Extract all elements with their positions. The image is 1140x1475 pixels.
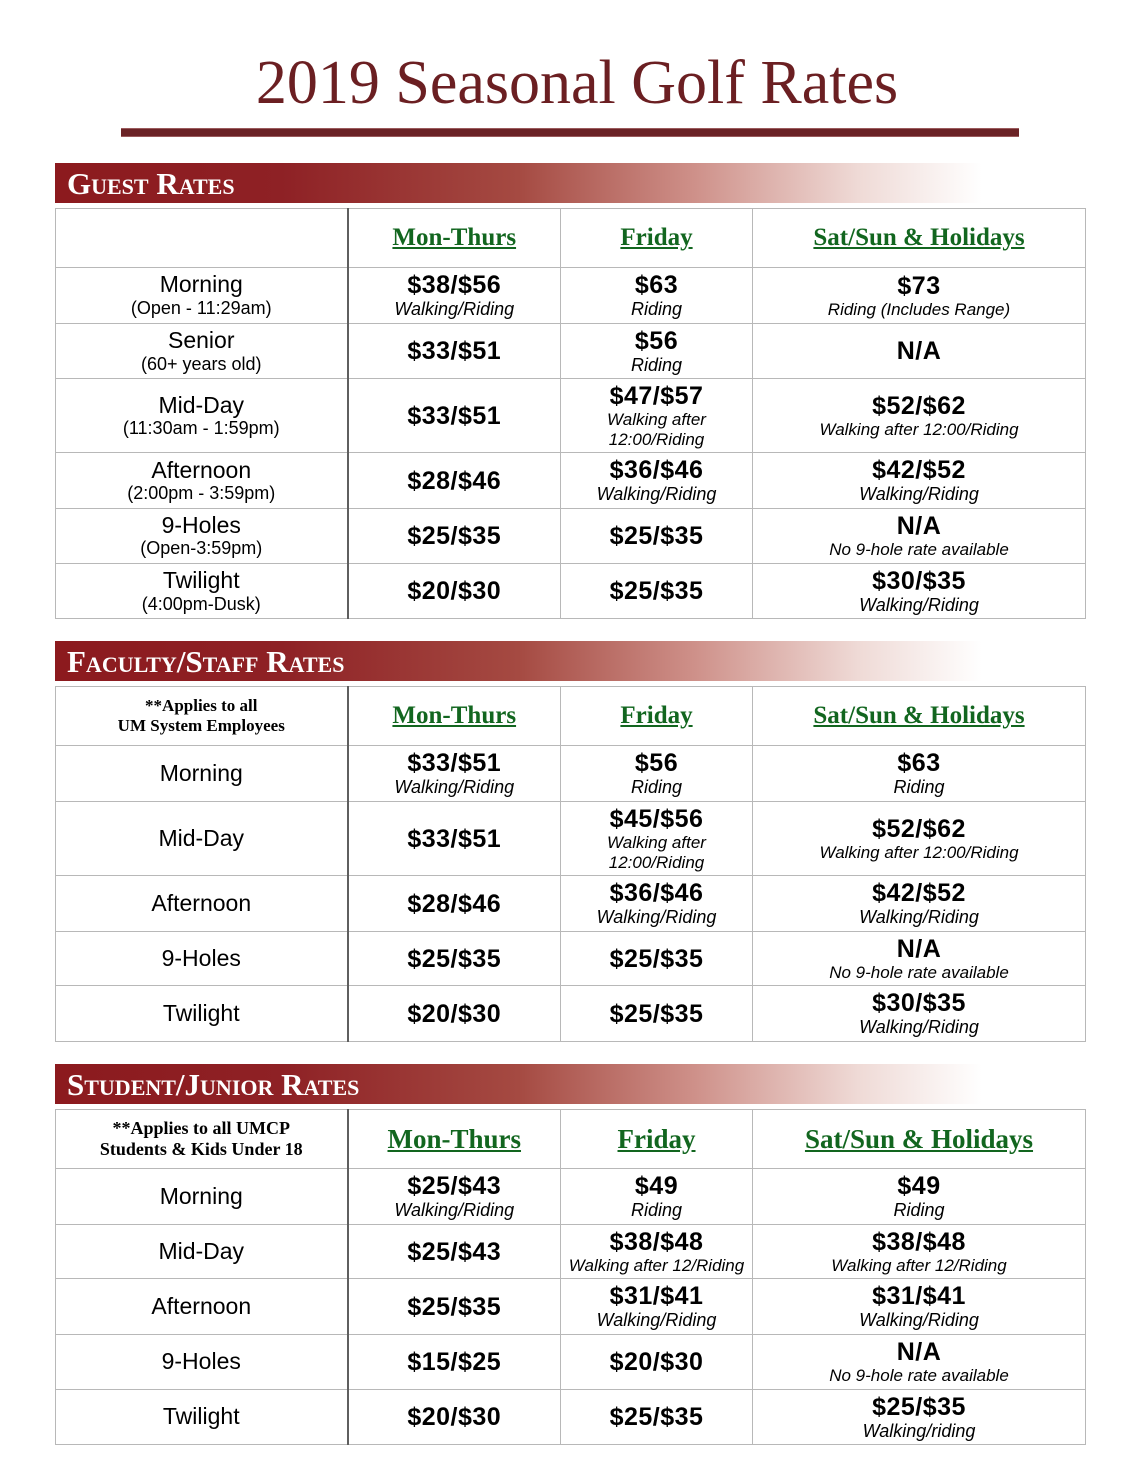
rate-cell-friday — [561, 986, 753, 1042]
rate-cell-mon-thurs — [348, 1279, 561, 1335]
rate-note: Riding — [630, 299, 683, 319]
row-label-cell — [56, 931, 348, 986]
rates-table-faculty — [55, 686, 1086, 1042]
row-label: 9-Holes — [161, 1347, 241, 1374]
rate-note: Walking after 12:00/Riding — [607, 833, 706, 872]
rate-price: $36/$46 — [609, 879, 704, 908]
column-header-mon-thurs-cell — [348, 209, 561, 268]
row-label-cell — [56, 802, 348, 876]
rate-cell-mon-thurs — [348, 563, 561, 619]
rate-price: $63 — [634, 271, 679, 299]
rate-note: Riding — [630, 777, 683, 798]
rate-cell-mon-thurs — [348, 323, 561, 379]
table-row — [56, 802, 1086, 876]
rate-note: Walking/Riding — [394, 299, 515, 319]
rate-price: $33/$51 — [407, 749, 502, 778]
rate-price: $56 — [634, 326, 679, 355]
row-label: Morning — [159, 759, 243, 786]
row-label: Senior — [168, 326, 235, 353]
rate-note: Walking/Riding — [859, 1017, 979, 1038]
row-label-cell — [56, 746, 348, 802]
table-row — [56, 931, 1086, 986]
rate-price: $52/$62 — [872, 392, 966, 421]
table-row — [56, 563, 1086, 619]
section-student — [55, 1064, 1085, 1445]
row-label-sub: (11:30am - 1:59pm) — [122, 418, 280, 439]
section-banner-faculty — [55, 641, 1085, 681]
column-header-sat-sun-cell — [753, 687, 1086, 746]
section-banner-student — [55, 1064, 1085, 1104]
row-label-sub: (Open - 11:29am) — [130, 297, 272, 318]
table-corner-cell — [56, 687, 348, 746]
rate-cell-friday — [561, 1335, 753, 1390]
rate-price: $47/$57 — [609, 382, 704, 411]
column-header-mon-thurs: Mon-Thurs — [392, 224, 517, 251]
row-label: 9-Holes — [161, 511, 241, 538]
row-label-cell — [56, 509, 348, 564]
rate-note: Walking/riding — [862, 1420, 976, 1441]
rate-cell-sat-sun — [753, 1389, 1086, 1445]
column-header-mon-thurs-cell — [348, 1110, 561, 1169]
page-title: 2019 Seasonal Golf Rates — [255, 49, 899, 117]
rate-price: N/A — [896, 512, 942, 541]
rate-cell-sat-sun — [753, 931, 1086, 986]
column-header-mon-thurs-cell — [348, 687, 561, 746]
rate-price: $33/$51 — [407, 401, 502, 430]
rate-price: $33/$51 — [407, 337, 502, 366]
rate-price: $25/$35 — [407, 944, 502, 973]
column-header-sat-sun: Sat/Sun & Holidays — [813, 702, 1025, 730]
rate-note: Riding — [893, 777, 945, 798]
rate-price: $38/$48 — [609, 1227, 704, 1256]
rate-cell-mon-thurs — [348, 1389, 561, 1445]
rate-price: $52/$62 — [872, 814, 966, 843]
rate-cell-mon-thurs — [348, 931, 561, 986]
rate-price: $31/$41 — [872, 1282, 966, 1311]
section-spacer — [55, 619, 1085, 641]
rate-price: N/A — [896, 1338, 942, 1367]
rate-price: $25/$35 — [407, 521, 502, 550]
rate-price: $33/$51 — [407, 824, 502, 853]
row-label-cell — [56, 1169, 348, 1225]
rate-price: $28/$46 — [407, 889, 502, 918]
row-label-cell — [56, 453, 348, 509]
rate-cell-sat-sun — [753, 1335, 1086, 1390]
row-label: Afternoon — [151, 456, 252, 483]
rates-table-student — [55, 1109, 1086, 1445]
rate-note: Walking/Riding — [596, 484, 717, 505]
rate-cell-friday — [561, 453, 753, 509]
row-label: Morning — [159, 271, 243, 298]
rate-cell-friday — [561, 268, 753, 324]
rate-price: $20/$30 — [407, 577, 502, 606]
table-row — [56, 1389, 1086, 1445]
rate-note: Walking after 12/Riding — [568, 1255, 745, 1275]
column-header-friday-cell — [561, 687, 753, 746]
table-row — [56, 1279, 1086, 1335]
rate-price: $30/$35 — [872, 566, 966, 595]
table-header-row — [56, 209, 1086, 268]
row-label: Morning — [159, 1182, 243, 1209]
rate-cell-friday — [561, 509, 753, 564]
rate-cell-mon-thurs — [348, 268, 561, 324]
rate-note: No 9-hole rate available — [829, 962, 1009, 982]
rate-cell-sat-sun — [753, 1169, 1086, 1225]
row-label-sub: (2:00pm - 3:59pm) — [127, 483, 276, 504]
rate-note: Walking after 12:00/Riding — [819, 842, 1019, 862]
row-label: Twilight — [162, 999, 240, 1026]
column-header-sat-sun: Sat/Sun & Holidays — [813, 224, 1025, 251]
row-label-sub: (Open-3:59pm) — [140, 538, 263, 559]
spacer-top — [55, 137, 1085, 163]
rate-note: Riding — [893, 1200, 945, 1221]
section-banner-label: Guest Rates — [67, 165, 235, 201]
row-label: Afternoon — [151, 889, 252, 916]
table-row — [56, 1224, 1086, 1279]
rate-cell-friday — [561, 379, 753, 453]
row-label-sub: (4:00pm-Dusk) — [141, 593, 261, 614]
column-header-friday-cell — [561, 1110, 753, 1169]
table-row — [56, 323, 1086, 379]
rate-price: $38/$56 — [407, 271, 502, 299]
rate-price: $25/$35 — [609, 577, 704, 606]
row-label-cell — [56, 1279, 348, 1335]
section-faculty — [55, 641, 1085, 1042]
rate-price: $15/$25 — [407, 1347, 502, 1376]
rate-price: $38/$48 — [872, 1227, 966, 1256]
rate-cell-friday — [561, 931, 753, 986]
row-label: 9-Holes — [161, 944, 241, 971]
rate-cell-sat-sun — [753, 876, 1086, 932]
rate-note: Walking/Riding — [596, 1310, 717, 1331]
title-block — [55, 0, 1085, 137]
table-row — [56, 379, 1086, 453]
table-header-row — [56, 687, 1086, 746]
rate-price: $25/$43 — [407, 1237, 502, 1266]
rate-note: No 9-hole rate available — [829, 540, 1009, 560]
rate-cell-mon-thurs — [348, 379, 561, 453]
row-label-cell — [56, 379, 348, 453]
rate-cell-mon-thurs — [348, 876, 561, 932]
table-row — [56, 509, 1086, 564]
rate-price: $25/$35 — [609, 944, 704, 973]
table-row — [56, 453, 1086, 509]
rate-cell-friday — [561, 1389, 753, 1445]
rate-cell-mon-thurs — [348, 746, 561, 802]
row-label: Afternoon — [151, 1292, 252, 1319]
rate-cell-sat-sun — [753, 453, 1086, 509]
rate-note: Walking/Riding — [859, 1310, 979, 1331]
rate-cell-friday — [561, 876, 753, 932]
row-label-cell — [56, 563, 348, 619]
rate-note: Walking/Riding — [859, 594, 979, 615]
rate-price: $28/$46 — [407, 466, 502, 495]
rate-cell-friday — [561, 802, 753, 876]
column-header-mon-thurs: Mon-Thurs — [387, 1123, 522, 1154]
rate-price: $25/$35 — [407, 1292, 502, 1321]
section-spacer — [55, 1042, 1085, 1064]
applies-note: **Applies to all UM System Employees — [117, 696, 285, 736]
rate-cell-mon-thurs — [348, 1224, 561, 1279]
row-label-cell — [56, 1389, 348, 1445]
rate-cell-friday — [561, 1224, 753, 1279]
column-header-friday: Friday — [620, 224, 693, 251]
table-corner-cell — [56, 209, 348, 268]
rate-cell-sat-sun — [753, 323, 1086, 379]
rate-note: Walking/Riding — [859, 907, 979, 928]
column-header-sat-sun-cell — [753, 1110, 1086, 1169]
rate-note: Walking/Riding — [596, 907, 717, 928]
section-banner-label: Student/Junior Rates — [67, 1066, 360, 1102]
rate-price: $25/$43 — [407, 1172, 502, 1201]
row-label-cell — [56, 1335, 348, 1390]
rate-price: $45/$56 — [609, 805, 704, 834]
rate-price: N/A — [896, 337, 942, 366]
row-label-cell — [56, 268, 348, 324]
column-header-sat-sun-cell — [753, 209, 1086, 268]
table-row — [56, 876, 1086, 932]
rates-table-guest — [55, 208, 1086, 619]
rate-price: N/A — [896, 934, 942, 963]
rate-price: $20/$30 — [407, 1402, 502, 1431]
rate-note: Walking after 12:00/Riding — [819, 420, 1019, 440]
rate-price: $25/$35 — [609, 1402, 704, 1431]
section-banner-label: Faculty/Staff Rates — [67, 643, 345, 679]
rate-price: $49 — [634, 1172, 679, 1201]
rate-cell-sat-sun — [753, 509, 1086, 564]
row-label-cell — [56, 986, 348, 1042]
rate-price: $42/$52 — [872, 879, 966, 908]
rate-cell-sat-sun — [753, 986, 1086, 1042]
rate-cell-mon-thurs — [348, 1335, 561, 1390]
section-banner-guest — [55, 163, 1085, 203]
rate-cell-mon-thurs — [348, 509, 561, 564]
table-row — [56, 268, 1086, 324]
column-header-friday: Friday — [617, 1123, 696, 1154]
rate-price: $25/$35 — [609, 999, 704, 1028]
rate-cell-friday — [561, 1279, 753, 1335]
rate-note: Walking/Riding — [394, 777, 515, 798]
section-guest — [55, 163, 1085, 619]
rate-note: Walking/Riding — [859, 484, 979, 505]
title-divider — [121, 128, 1019, 137]
rate-cell-mon-thurs — [348, 453, 561, 509]
rate-cell-sat-sun — [753, 1224, 1086, 1279]
rate-note: Walking after 12/Riding — [831, 1255, 1007, 1275]
row-label: Mid-Day — [158, 391, 245, 418]
rate-cell-mon-thurs — [348, 802, 561, 876]
rate-note: Walking after 12:00/Riding — [607, 410, 706, 449]
rate-cell-sat-sun — [753, 268, 1086, 324]
table-corner-cell — [56, 1110, 348, 1169]
rate-cell-mon-thurs — [348, 1169, 561, 1225]
rate-price: $42/$52 — [872, 456, 966, 485]
rate-price: $20/$30 — [609, 1347, 704, 1376]
column-header-sat-sun: Sat/Sun & Holidays — [804, 1123, 1034, 1154]
rate-sections — [55, 163, 1085, 1445]
applies-note: **Applies to all UMCP Students & Kids Under 18 — [99, 1117, 303, 1160]
rate-cell-sat-sun — [753, 1279, 1086, 1335]
rate-note: Walking/Riding — [394, 1200, 515, 1221]
row-label: Twilight — [162, 1403, 240, 1430]
rate-cell-friday — [561, 563, 753, 619]
table-header-row — [56, 1110, 1086, 1169]
table-row — [56, 1169, 1086, 1225]
rate-cell-sat-sun — [753, 746, 1086, 802]
rate-cell-friday — [561, 1169, 753, 1225]
table-row — [56, 746, 1086, 802]
row-label-sub: (60+ years old) — [140, 353, 262, 374]
rate-price: $20/$30 — [407, 999, 502, 1028]
rate-cell-sat-sun — [753, 379, 1086, 453]
row-label: Mid-Day — [158, 824, 245, 851]
row-label-cell — [56, 1224, 348, 1279]
rate-cell-friday — [561, 323, 753, 379]
rate-cell-sat-sun — [753, 802, 1086, 876]
column-header-friday-cell — [561, 209, 753, 268]
rate-price: $25/$35 — [609, 521, 704, 550]
row-label-cell — [56, 876, 348, 932]
row-label: Mid-Day — [158, 1237, 245, 1264]
rate-price: $30/$35 — [872, 989, 966, 1018]
rate-note: Riding — [630, 354, 683, 375]
rate-note: Riding — [630, 1200, 683, 1221]
column-header-friday: Friday — [620, 702, 693, 730]
rate-cell-friday — [561, 746, 753, 802]
rate-price: $63 — [897, 749, 941, 778]
rate-note: Riding (Includes Range) — [827, 299, 1011, 319]
column-header-mon-thurs: Mon-Thurs — [392, 702, 517, 730]
table-row — [56, 986, 1086, 1042]
rate-price: $56 — [634, 749, 679, 778]
rate-price: $49 — [897, 1172, 941, 1201]
rate-cell-mon-thurs — [348, 986, 561, 1042]
rate-price: $36/$46 — [609, 456, 704, 485]
rate-price: $73 — [897, 271, 941, 300]
rate-price: $25/$35 — [872, 1392, 966, 1421]
row-label: Twilight — [162, 566, 240, 593]
rate-price: $31/$41 — [609, 1282, 704, 1311]
row-label-cell — [56, 323, 348, 379]
table-row — [56, 1335, 1086, 1390]
rate-note: No 9-hole rate available — [829, 1366, 1009, 1386]
rate-cell-sat-sun — [753, 563, 1086, 619]
